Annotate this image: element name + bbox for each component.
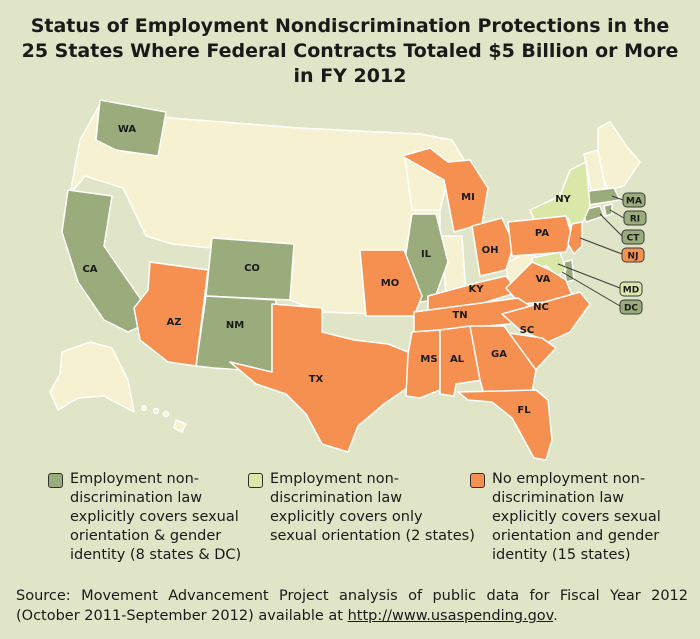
state-other-hi (174, 420, 186, 432)
state-label-ga: GA (491, 349, 507, 360)
source-text: Source: Movement Advancement Project analysis of public data for Fiscal Year 2012 (October 2011-September 2012) available at (16, 588, 688, 624)
legend-line: explicitly covers only (270, 509, 423, 525)
state-label-mi: MI (461, 192, 475, 203)
state-label-nc: NC (533, 302, 549, 313)
state-label-az: AZ (166, 317, 182, 328)
state-other-ak (50, 342, 134, 412)
state-other-hi-islet (142, 406, 146, 410)
legend-text-so-only (270, 470, 475, 546)
state-shape-fl (458, 390, 552, 460)
state-label-al: AL (449, 354, 465, 365)
legend-text-none (492, 470, 695, 565)
callout-label: RI (629, 214, 641, 225)
callout-leader-nj (580, 238, 622, 254)
legend-swatch-so-only (248, 473, 263, 488)
callout-ct (622, 230, 644, 244)
legend-line: orientation and gender (492, 528, 660, 544)
legend-line: explicitly covers sexual (492, 509, 661, 525)
legend-line: sexual orientation (2 states) (270, 528, 475, 544)
callout-ri (624, 211, 646, 225)
callout-md (620, 282, 642, 296)
state-label-ny: NY (555, 194, 571, 205)
state-label-sc: SC (519, 325, 535, 336)
callout-dc (620, 300, 642, 314)
state-label-pa: PA (534, 228, 550, 239)
state-other-hi-islet (154, 409, 159, 414)
state-shape-nj (568, 222, 582, 254)
state-label-va: VA (535, 274, 551, 285)
legend-line: discrimination law (270, 490, 403, 506)
title-line-1: Status of Employment Nondiscrimination Protections in the (30, 15, 670, 37)
legend-line: identity (8 states & DC) (70, 547, 242, 563)
state-other-hi-islet (164, 412, 169, 417)
callout-label: NJ (627, 251, 639, 262)
legend-line: identity (15 states) (492, 547, 631, 563)
legend-line: Employment non- (270, 471, 399, 487)
legend-swatch-none (470, 473, 485, 488)
legend-line: discrimination law (492, 490, 625, 506)
state-label-mo: MO (380, 278, 400, 289)
callout-ma (623, 193, 645, 207)
callout-label: CT (626, 233, 640, 244)
state-label-ms: MS (420, 354, 438, 365)
state-label-oh: OH (481, 245, 499, 256)
state-label-nm: NM (225, 320, 245, 331)
state-label-il: IL (420, 249, 432, 260)
legend-line: explicitly covers sexual (70, 509, 239, 525)
legend-item-none (470, 470, 695, 565)
callout-label: MA (626, 196, 642, 207)
state-label-tx: TX (308, 374, 324, 385)
state-label-ky: KY (468, 284, 484, 295)
legend-line: orientation & gender (70, 528, 222, 544)
state-shape-az (134, 262, 208, 366)
title-line-3: in FY 2012 (293, 65, 407, 87)
callouts (620, 193, 646, 314)
callout-nj (622, 248, 644, 262)
callout-label: MD (622, 285, 640, 296)
callout-leader-ct (600, 214, 622, 236)
state-label-ca: CA (82, 264, 98, 275)
state-label-wa: WA (117, 124, 137, 135)
callout-label: DC (623, 303, 639, 314)
legend-text-sogi (70, 470, 248, 565)
legend-swatch-sogi (48, 473, 63, 488)
legend-item-so-only (248, 470, 475, 546)
state-label-tn: TN (452, 310, 468, 321)
legend-line: Employment non- (70, 471, 199, 487)
source-link[interactable]: http://www.usaspending.gov (347, 608, 554, 624)
source-end: . (553, 608, 558, 624)
source-note (16, 586, 688, 626)
state-shape-nm (196, 296, 276, 372)
legend-item-sogi (48, 470, 248, 565)
legend-line: No employment non- (492, 471, 646, 487)
legend-line: discrimination law (70, 490, 203, 506)
title-line-2: 25 States Where Federal Contracts Totaled $5 Billion or More (21, 40, 679, 62)
state-label-fl: FL (517, 405, 531, 416)
state-label-co: CO (244, 263, 260, 274)
